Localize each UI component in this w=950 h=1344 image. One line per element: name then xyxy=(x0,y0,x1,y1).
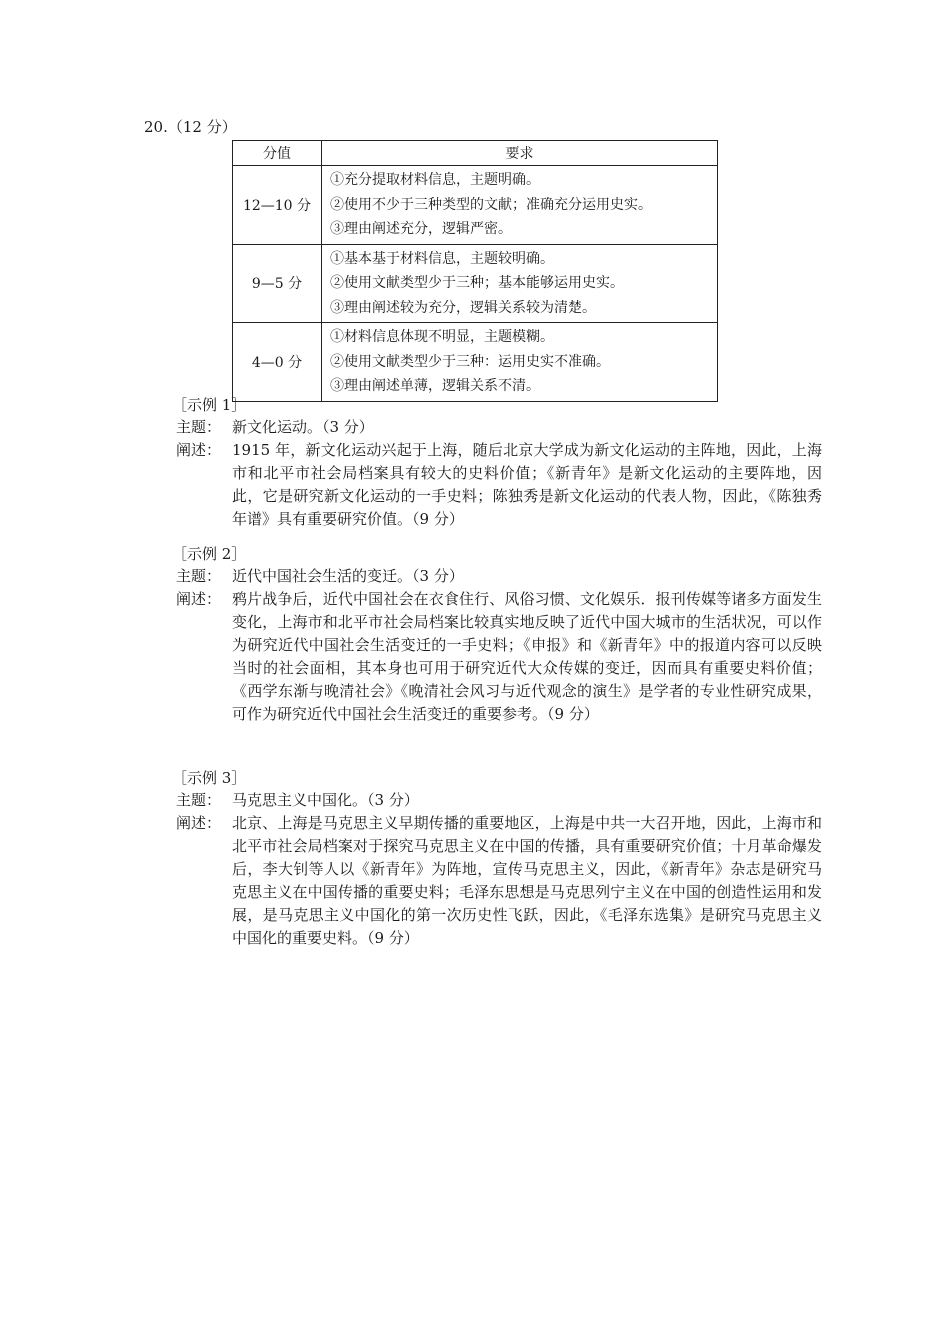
example-label: ［示例 2］ xyxy=(172,545,247,563)
question-number: 20.（12 分） xyxy=(144,118,237,136)
example-label: ［示例 1］ xyxy=(172,396,247,414)
score-range: 9—5 分 xyxy=(233,244,322,323)
requirement-item: ③理由阐述充分，逻辑严密。 xyxy=(330,221,512,237)
theme-key: 主题： xyxy=(176,567,222,585)
requirement-item: ③理由阐述较为充分，逻辑关系较为清楚。 xyxy=(330,299,596,316)
theme-text: 新文化运动。（3 分） xyxy=(232,418,374,436)
theme-row xyxy=(172,416,822,439)
score-range: 12—10 分 xyxy=(233,166,322,245)
description-text: 1915 年，新文化运动兴起于上海，随后北京大学成为新文化运动的主阵地，因此，上海市和北平市社会局档案具有较大的史料价值；《新青年》是新文化运动的主要阵地，因此，它是研究新文化运动的一手史料；陈独秀是新文化运动的代表人物，因此，《陈独秀年谱》具有重要研究价值。（9 分） xyxy=(232,441,822,528)
theme-row xyxy=(172,789,822,812)
requirement-cell xyxy=(322,166,718,245)
requirement-item: ③理由阐述单薄，逻辑关系不清。 xyxy=(330,378,540,394)
theme-row xyxy=(172,565,822,588)
example-2 xyxy=(172,543,822,726)
description-text: 北京、上海是马克思主义早期传播的重要地区，上海是中共一大召开地，因此，上海市和北平市社会局档案对于探究马克思主义在中国的传播，具有重要研究价值；十月革命爆发后，李大钊等人以《新青年》为阵地，宣传马克思主义，因此，《新青年》杂志是研究马克思主义在中国传播的重要史料；毛泽东思想是马克思列宁主义在中国的创造性运用和发展，是马克思主义中国化的第一次历史性飞跃，因此，《毛泽东选集》是研究马克思主义中国化的重要史料。（9 分） xyxy=(232,814,822,947)
table-row xyxy=(233,166,718,245)
description-key: 阐述： xyxy=(176,441,222,459)
theme-text: 近代中国社会生活的变迁。（3 分） xyxy=(232,567,464,585)
requirement-cell xyxy=(322,244,718,323)
requirement-cell xyxy=(322,323,718,402)
requirement-item: ②使用文献类型少于三种：运用史实不准确。 xyxy=(330,353,610,370)
requirement-item: ①基本基于材料信息，主题较明确。 xyxy=(330,250,554,267)
example-label: ［示例 3］ xyxy=(172,769,247,787)
description-key: 阐述： xyxy=(176,814,222,832)
theme-text: 马克思主义中国化。（3 分） xyxy=(232,791,419,809)
description-row xyxy=(172,812,822,950)
description-key: 阐述： xyxy=(176,590,222,608)
description-row xyxy=(172,588,822,726)
requirement-item: ①材料信息体现不明显，主题模糊。 xyxy=(330,329,554,345)
table-header-row xyxy=(233,141,718,166)
requirement-item: ①充分提取材料信息，主题明确。 xyxy=(330,172,540,188)
table-row xyxy=(233,244,718,323)
theme-key: 主题： xyxy=(176,791,222,809)
requirement-item: ②使用文献类型少于三种；基本能够运用史实。 xyxy=(330,275,624,291)
example-3 xyxy=(172,767,822,950)
example-1 xyxy=(172,394,822,531)
description-row xyxy=(172,439,822,531)
scoring-rubric-table xyxy=(232,140,718,402)
description-text: 鸦片战争后，近代中国社会在衣食住行、风俗习惯、文化娱乐．报刊传媒等诸多方面发生变化，上海市和北平市社会局档案比较真实地反映了近代中国大城市的生活状况，可以作为研究近代中国社会生活变迁的一手史料；《申报》和《新青年》中的报道内容可以反映当时的社会面相，其本身也可用于研究近代大众传媒的变迁，因而具有重要史料价值；《西学东渐与晚清社会》《晚清社会风习与近代观念的演生》是学者的专业性研究成果，可作为研究近代中国社会生活变迁的重要参考。（9 分） xyxy=(232,590,822,723)
score-range: 4—0 分 xyxy=(233,323,322,402)
table-row xyxy=(233,323,718,402)
theme-key: 主题： xyxy=(176,418,222,436)
header-requirement: 要求 xyxy=(322,141,718,166)
header-score: 分值 xyxy=(233,141,322,166)
requirement-item: ②使用不少于三种类型的文献；准确充分运用史实。 xyxy=(330,196,652,213)
